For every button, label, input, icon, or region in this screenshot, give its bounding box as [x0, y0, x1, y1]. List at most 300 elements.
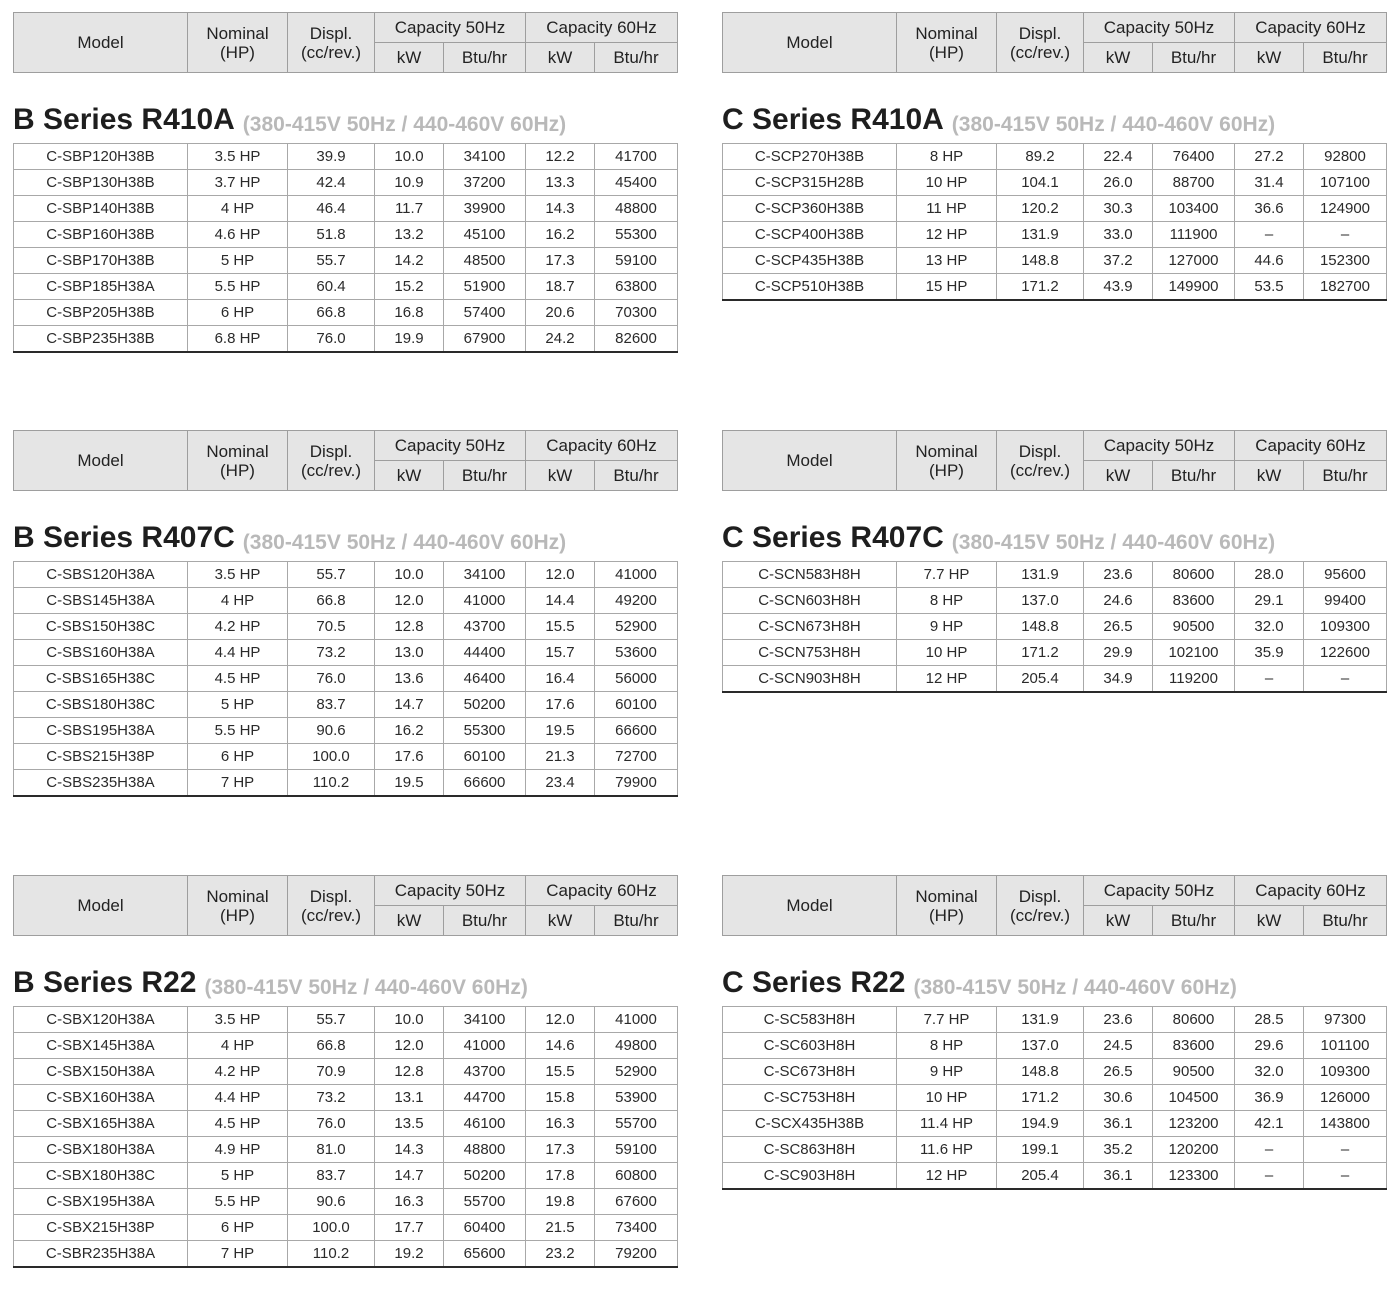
cell-btu-50hz: 46400: [444, 666, 526, 692]
cell-nominal-hp: 11.4 HP: [897, 1111, 997, 1137]
cell-kw-50hz: 14.7: [375, 1163, 444, 1189]
cell-kw-60hz: 17.6: [526, 692, 595, 718]
cell-btu-50hz: 90500: [1153, 614, 1235, 640]
cell-kw-60hz: 23.4: [526, 770, 595, 797]
table-row: [723, 614, 1387, 640]
cell-model: C-SCP360H38B: [723, 196, 897, 222]
header-displacement-unit: (cc/rev.): [300, 905, 362, 925]
cell-kw-50hz: 12.8: [375, 1059, 444, 1085]
series-name: B Series R407C: [13, 521, 235, 554]
cell-btu-50hz: 45100: [444, 222, 526, 248]
cell-nominal-hp: 4.9 HP: [188, 1137, 288, 1163]
header-nominal-label: Nominal: [206, 886, 269, 906]
cell-kw-60hz: 17.3: [526, 248, 595, 274]
cell-kw-60hz: 17.3: [526, 1137, 595, 1163]
cell-btu-50hz: 34100: [444, 144, 526, 170]
table-header: [722, 875, 1387, 936]
cell-kw-60hz: 12.2: [526, 144, 595, 170]
table-row: [14, 588, 678, 614]
table-header: [13, 430, 678, 491]
header-displacement-label: Displ.: [309, 886, 353, 906]
table-row: [723, 248, 1387, 274]
series-name: C Series R22: [722, 966, 906, 999]
cell-kw-50hz: 13.0: [375, 640, 444, 666]
cell-kw-50hz: 24.6: [1084, 588, 1153, 614]
cell-kw-50hz: 30.6: [1084, 1085, 1153, 1111]
header-displacement: [997, 13, 1084, 73]
cell-btu-50hz: 127000: [1153, 248, 1235, 274]
cell-kw-60hz: 21.3: [526, 744, 595, 770]
cell-btu-60hz: –: [1304, 1137, 1387, 1163]
table-row: [14, 170, 678, 196]
table-row: [723, 666, 1387, 693]
table-row: [14, 300, 678, 326]
header-model: Model: [723, 876, 897, 936]
cell-nominal-hp: 3.5 HP: [188, 562, 288, 588]
header-capacity-50hz: Capacity 50Hz: [375, 13, 526, 43]
spec-table-block: [13, 430, 677, 797]
cell-nominal-hp: 8 HP: [897, 144, 997, 170]
cell-btu-50hz: 43700: [444, 1059, 526, 1085]
header-kw-60hz: kW: [1235, 43, 1304, 73]
cell-kw-50hz: 26.0: [1084, 170, 1153, 196]
cell-btu-60hz: 73400: [595, 1215, 678, 1241]
cell-displacement: 51.8: [288, 222, 375, 248]
cell-nominal-hp: 6 HP: [188, 1215, 288, 1241]
cell-btu-60hz: 182700: [1304, 274, 1387, 301]
cell-btu-50hz: 39900: [444, 196, 526, 222]
header-capacity-50hz: Capacity 50Hz: [375, 876, 526, 906]
cell-nominal-hp: 12 HP: [897, 1163, 997, 1190]
cell-btu-60hz: –: [1304, 666, 1387, 693]
cell-kw-50hz: 29.9: [1084, 640, 1153, 666]
cell-kw-60hz: 42.1: [1235, 1111, 1304, 1137]
cell-displacement: 55.7: [288, 248, 375, 274]
cell-displacement: 148.8: [997, 248, 1084, 274]
cell-model: C-SCN903H8H: [723, 666, 897, 693]
table-row: [14, 326, 678, 353]
cell-displacement: 70.5: [288, 614, 375, 640]
cell-btu-50hz: 34100: [444, 562, 526, 588]
header-displacement: [288, 13, 375, 73]
cell-nominal-hp: 10 HP: [897, 640, 997, 666]
header-displacement: [288, 876, 375, 936]
table-row: [723, 588, 1387, 614]
table-row: [14, 562, 678, 588]
header-nominal-label: Nominal: [206, 23, 269, 43]
table-row: [723, 196, 1387, 222]
table-row: [14, 144, 678, 170]
header-btu-50hz: Btu/hr: [444, 43, 526, 73]
cell-model: C-SBS180H38C: [14, 692, 188, 718]
cell-kw-50hz: 24.5: [1084, 1033, 1153, 1059]
cell-btu-50hz: 41000: [444, 1033, 526, 1059]
cell-displacement: 137.0: [997, 588, 1084, 614]
cell-btu-60hz: 49200: [595, 588, 678, 614]
cell-kw-60hz: 16.4: [526, 666, 595, 692]
cell-model: C-SCX435H38B: [723, 1111, 897, 1137]
cell-model: C-SBX150H38A: [14, 1059, 188, 1085]
header-displacement-unit: (cc/rev.): [1009, 42, 1071, 62]
cell-model: C-SCP400H38B: [723, 222, 897, 248]
cell-displacement: 66.8: [288, 300, 375, 326]
cell-kw-60hz: 29.6: [1235, 1033, 1304, 1059]
cell-btu-50hz: 149900: [1153, 274, 1235, 301]
header-model: Model: [14, 876, 188, 936]
series-name: B Series R22: [13, 966, 197, 999]
cell-kw-60hz: 16.3: [526, 1111, 595, 1137]
table-row: [14, 718, 678, 744]
cell-nominal-hp: 6 HP: [188, 744, 288, 770]
cell-displacement: 194.9: [997, 1111, 1084, 1137]
cell-kw-60hz: 19.5: [526, 718, 595, 744]
header-displacement: [997, 431, 1084, 491]
cell-model: C-SBX180H38C: [14, 1163, 188, 1189]
cell-nominal-hp: 10 HP: [897, 1085, 997, 1111]
cell-displacement: 205.4: [997, 1163, 1084, 1190]
cell-btu-50hz: 57400: [444, 300, 526, 326]
cell-btu-60hz: 72700: [595, 744, 678, 770]
table-row: [723, 562, 1387, 588]
cell-displacement: 131.9: [997, 562, 1084, 588]
header-nominal-label: Nominal: [915, 441, 978, 461]
cell-kw-50hz: 34.9: [1084, 666, 1153, 693]
header-capacity-60hz: Capacity 60Hz: [1235, 13, 1387, 43]
cell-displacement: 73.2: [288, 640, 375, 666]
cell-kw-60hz: 15.7: [526, 640, 595, 666]
table-row: [723, 1007, 1387, 1033]
cell-displacement: 131.9: [997, 222, 1084, 248]
cell-btu-50hz: 111900: [1153, 222, 1235, 248]
cell-kw-50hz: 23.6: [1084, 1007, 1153, 1033]
cell-displacement: 100.0: [288, 744, 375, 770]
header-nominal-label: Nominal: [915, 886, 978, 906]
cell-kw-50hz: 14.7: [375, 692, 444, 718]
cell-displacement: 83.7: [288, 692, 375, 718]
cell-model: C-SBX165H38A: [14, 1111, 188, 1137]
cell-kw-60hz: 15.5: [526, 614, 595, 640]
cell-model: C-SBX145H38A: [14, 1033, 188, 1059]
cell-kw-60hz: 44.6: [1235, 248, 1304, 274]
series-voltage: (380-415V 50Hz / 440-460V 60Hz): [242, 531, 567, 554]
cell-displacement: 42.4: [288, 170, 375, 196]
table-row: [14, 1111, 678, 1137]
cell-kw-60hz: 14.6: [526, 1033, 595, 1059]
header-kw-50hz: kW: [375, 906, 444, 936]
cell-btu-50hz: 76400: [1153, 144, 1235, 170]
cell-model: C-SBX215H38P: [14, 1215, 188, 1241]
cell-btu-50hz: 55700: [444, 1189, 526, 1215]
cell-model: C-SCP270H38B: [723, 144, 897, 170]
cell-btu-60hz: 41000: [595, 1007, 678, 1033]
cell-displacement: 171.2: [997, 274, 1084, 301]
cell-kw-60hz: 14.4: [526, 588, 595, 614]
cell-btu-60hz: 143800: [1304, 1111, 1387, 1137]
series-name: B Series R410A: [13, 103, 235, 136]
cell-nominal-hp: 5.5 HP: [188, 718, 288, 744]
cell-btu-60hz: 53900: [595, 1085, 678, 1111]
header-nominal-unit: (HP): [220, 42, 255, 62]
cell-nominal-hp: 5 HP: [188, 248, 288, 274]
cell-kw-50hz: 16.8: [375, 300, 444, 326]
header-model: Model: [14, 431, 188, 491]
cell-nominal-hp: 4.5 HP: [188, 1111, 288, 1137]
cell-btu-60hz: 126000: [1304, 1085, 1387, 1111]
cell-kw-50hz: 10.0: [375, 1007, 444, 1033]
table-row: [14, 1215, 678, 1241]
cell-kw-60hz: 23.2: [526, 1241, 595, 1268]
cell-btu-60hz: 97300: [1304, 1007, 1387, 1033]
cell-kw-60hz: 12.0: [526, 1007, 595, 1033]
table-row: [723, 1163, 1387, 1190]
cell-displacement: 73.2: [288, 1085, 375, 1111]
header-btu-50hz: Btu/hr: [1153, 906, 1235, 936]
spec-table: [722, 561, 1387, 693]
cell-kw-50hz: 19.5: [375, 770, 444, 797]
cell-nominal-hp: 6 HP: [188, 300, 288, 326]
header-nominal: [188, 13, 288, 73]
header-kw-50hz: kW: [375, 43, 444, 73]
cell-displacement: 90.6: [288, 718, 375, 744]
header-nominal: [897, 431, 997, 491]
cell-model: C-SCP315H28B: [723, 170, 897, 196]
cell-kw-50hz: 36.1: [1084, 1163, 1153, 1190]
table-row: [723, 1059, 1387, 1085]
header-kw-50hz: kW: [1084, 461, 1153, 491]
header-displacement-unit: (cc/rev.): [300, 42, 362, 62]
series-title: [13, 491, 677, 561]
header-capacity-60hz: Capacity 60Hz: [526, 13, 678, 43]
header-btu-50hz: Btu/hr: [444, 461, 526, 491]
cell-btu-60hz: 55700: [595, 1111, 678, 1137]
table-row: [14, 196, 678, 222]
cell-nominal-hp: 11 HP: [897, 196, 997, 222]
header-capacity-60hz: Capacity 60Hz: [526, 431, 678, 461]
cell-btu-50hz: 66600: [444, 770, 526, 797]
cell-displacement: 148.8: [997, 1059, 1084, 1085]
cell-btu-60hz: 59100: [595, 248, 678, 274]
cell-kw-50hz: 13.1: [375, 1085, 444, 1111]
cell-displacement: 46.4: [288, 196, 375, 222]
header-capacity-60hz: Capacity 60Hz: [526, 876, 678, 906]
cell-kw-60hz: 15.5: [526, 1059, 595, 1085]
cell-kw-50hz: 15.2: [375, 274, 444, 300]
header-model: Model: [723, 13, 897, 73]
cell-btu-60hz: 70300: [595, 300, 678, 326]
cell-model: C-SBP235H38B: [14, 326, 188, 353]
table-row: [723, 1137, 1387, 1163]
cell-model: C-SBX180H38A: [14, 1137, 188, 1163]
cell-btu-50hz: 55300: [444, 718, 526, 744]
header-nominal: [897, 876, 997, 936]
cell-kw-50hz: 33.0: [1084, 222, 1153, 248]
cell-nominal-hp: 11.6 HP: [897, 1137, 997, 1163]
cell-kw-50hz: 14.3: [375, 1137, 444, 1163]
cell-kw-50hz: 26.5: [1084, 1059, 1153, 1085]
header-displacement-label: Displ.: [309, 441, 353, 461]
cell-kw-60hz: 28.5: [1235, 1007, 1304, 1033]
table-row: [14, 614, 678, 640]
table-row: [14, 1007, 678, 1033]
table-row: [14, 770, 678, 797]
cell-model: C-SCP435H38B: [723, 248, 897, 274]
header-nominal-unit: (HP): [929, 460, 964, 480]
header-displacement-label: Displ.: [309, 23, 353, 43]
cell-nominal-hp: 4.6 HP: [188, 222, 288, 248]
header-capacity-50hz: Capacity 50Hz: [375, 431, 526, 461]
cell-displacement: 171.2: [997, 1085, 1084, 1111]
cell-nominal-hp: 8 HP: [897, 1033, 997, 1059]
cell-nominal-hp: 7.7 HP: [897, 1007, 997, 1033]
cell-btu-50hz: 34100: [444, 1007, 526, 1033]
spec-table-block: [13, 875, 677, 1268]
cell-model: C-SBP160H38B: [14, 222, 188, 248]
spec-table: [13, 561, 678, 797]
header-kw-50hz: kW: [1084, 906, 1153, 936]
table-row: [723, 1085, 1387, 1111]
cell-model: C-SBR235H38A: [14, 1241, 188, 1268]
cell-btu-60hz: 79900: [595, 770, 678, 797]
cell-nominal-hp: 4.4 HP: [188, 640, 288, 666]
header-kw-60hz: kW: [1235, 461, 1304, 491]
cell-btu-50hz: 43700: [444, 614, 526, 640]
cell-model: C-SBS215H38P: [14, 744, 188, 770]
series-voltage: (380-415V 50Hz / 440-460V 60Hz): [913, 976, 1237, 999]
cell-btu-60hz: 52900: [595, 614, 678, 640]
cell-nominal-hp: 9 HP: [897, 614, 997, 640]
cell-model: C-SBX160H38A: [14, 1085, 188, 1111]
cell-nominal-hp: 8 HP: [897, 588, 997, 614]
cell-btu-60hz: 41000: [595, 562, 678, 588]
table-row: [14, 248, 678, 274]
cell-btu-60hz: 152300: [1304, 248, 1387, 274]
cell-model: C-SCN583H8H: [723, 562, 897, 588]
cell-kw-50hz: 12.0: [375, 588, 444, 614]
cell-displacement: 81.0: [288, 1137, 375, 1163]
cell-btu-60hz: 124900: [1304, 196, 1387, 222]
cell-model: C-SBP185H38A: [14, 274, 188, 300]
header-nominal-unit: (HP): [220, 460, 255, 480]
cell-kw-60hz: 12.0: [526, 562, 595, 588]
cell-kw-50hz: 17.6: [375, 744, 444, 770]
header-displacement-label: Displ.: [1018, 23, 1062, 43]
cell-displacement: 66.8: [288, 588, 375, 614]
cell-kw-50hz: 13.6: [375, 666, 444, 692]
table-row: [723, 144, 1387, 170]
cell-model: C-SCN673H8H: [723, 614, 897, 640]
header-nominal-label: Nominal: [206, 441, 269, 461]
table-row: [14, 666, 678, 692]
cell-btu-60hz: 95600: [1304, 562, 1387, 588]
cell-kw-60hz: –: [1235, 666, 1304, 693]
header-nominal-label: Nominal: [915, 23, 978, 43]
header-model: Model: [14, 13, 188, 73]
cell-model: C-SBS160H38A: [14, 640, 188, 666]
cell-kw-50hz: 35.2: [1084, 1137, 1153, 1163]
cell-kw-60hz: 24.2: [526, 326, 595, 353]
cell-nominal-hp: 12 HP: [897, 666, 997, 693]
cell-model: C-SCN753H8H: [723, 640, 897, 666]
table-row: [14, 1059, 678, 1085]
cell-displacement: 66.8: [288, 1033, 375, 1059]
cell-displacement: 89.2: [997, 144, 1084, 170]
cell-nominal-hp: 3.5 HP: [188, 144, 288, 170]
cell-kw-60hz: 21.5: [526, 1215, 595, 1241]
cell-btu-50hz: 119200: [1153, 666, 1235, 693]
cell-kw-60hz: 14.3: [526, 196, 595, 222]
cell-displacement: 76.0: [288, 326, 375, 353]
cell-btu-60hz: 99400: [1304, 588, 1387, 614]
cell-nominal-hp: 5 HP: [188, 1163, 288, 1189]
header-displacement: [288, 431, 375, 491]
cell-nominal-hp: 12 HP: [897, 222, 997, 248]
cell-model: C-SBS145H38A: [14, 588, 188, 614]
cell-btu-50hz: 83600: [1153, 588, 1235, 614]
cell-btu-60hz: 66600: [595, 718, 678, 744]
header-displacement: [997, 876, 1084, 936]
header-capacity-60hz: Capacity 60Hz: [1235, 876, 1387, 906]
cell-btu-50hz: 102100: [1153, 640, 1235, 666]
cell-nominal-hp: 7 HP: [188, 1241, 288, 1268]
header-btu-60hz: Btu/hr: [1304, 43, 1387, 73]
cell-displacement: 120.2: [997, 196, 1084, 222]
cell-btu-60hz: 92800: [1304, 144, 1387, 170]
cell-model: C-SBS165H38C: [14, 666, 188, 692]
cell-btu-60hz: 67600: [595, 1189, 678, 1215]
cell-kw-60hz: 17.8: [526, 1163, 595, 1189]
series-title: [722, 491, 1386, 561]
cell-kw-60hz: 15.8: [526, 1085, 595, 1111]
cell-nominal-hp: 9 HP: [897, 1059, 997, 1085]
cell-kw-60hz: 29.1: [1235, 588, 1304, 614]
header-displacement-unit: (cc/rev.): [300, 460, 362, 480]
cell-btu-60hz: –: [1304, 222, 1387, 248]
cell-nominal-hp: 6.8 HP: [188, 326, 288, 353]
cell-btu-50hz: 50200: [444, 1163, 526, 1189]
cell-displacement: 199.1: [997, 1137, 1084, 1163]
header-nominal-unit: (HP): [220, 905, 255, 925]
cell-model: C-SBX195H38A: [14, 1189, 188, 1215]
cell-kw-50hz: 12.0: [375, 1033, 444, 1059]
cell-btu-50hz: 44400: [444, 640, 526, 666]
cell-btu-60hz: 49800: [595, 1033, 678, 1059]
spec-table: [13, 143, 678, 353]
cell-btu-60hz: 60800: [595, 1163, 678, 1189]
header-displacement-label: Displ.: [1018, 441, 1062, 461]
spec-table-block: [722, 430, 1386, 693]
cell-kw-60hz: 13.3: [526, 170, 595, 196]
cell-model: C-SC863H8H: [723, 1137, 897, 1163]
cell-kw-60hz: 35.9: [1235, 640, 1304, 666]
cell-kw-50hz: 16.3: [375, 1189, 444, 1215]
cell-btu-50hz: 46100: [444, 1111, 526, 1137]
cell-btu-50hz: 103400: [1153, 196, 1235, 222]
cell-btu-50hz: 41000: [444, 588, 526, 614]
cell-nominal-hp: 4 HP: [188, 588, 288, 614]
header-nominal: [188, 431, 288, 491]
cell-kw-50hz: 30.3: [1084, 196, 1153, 222]
cell-kw-50hz: 14.2: [375, 248, 444, 274]
cell-kw-60hz: –: [1235, 1163, 1304, 1190]
cell-btu-60hz: 79200: [595, 1241, 678, 1268]
cell-kw-50hz: 16.2: [375, 718, 444, 744]
cell-nominal-hp: 4.4 HP: [188, 1085, 288, 1111]
cell-model: C-SBP130H38B: [14, 170, 188, 196]
cell-btu-50hz: 80600: [1153, 1007, 1235, 1033]
cell-model: C-SBS150H38C: [14, 614, 188, 640]
cell-displacement: 60.4: [288, 274, 375, 300]
spec-table-block: [13, 12, 677, 353]
